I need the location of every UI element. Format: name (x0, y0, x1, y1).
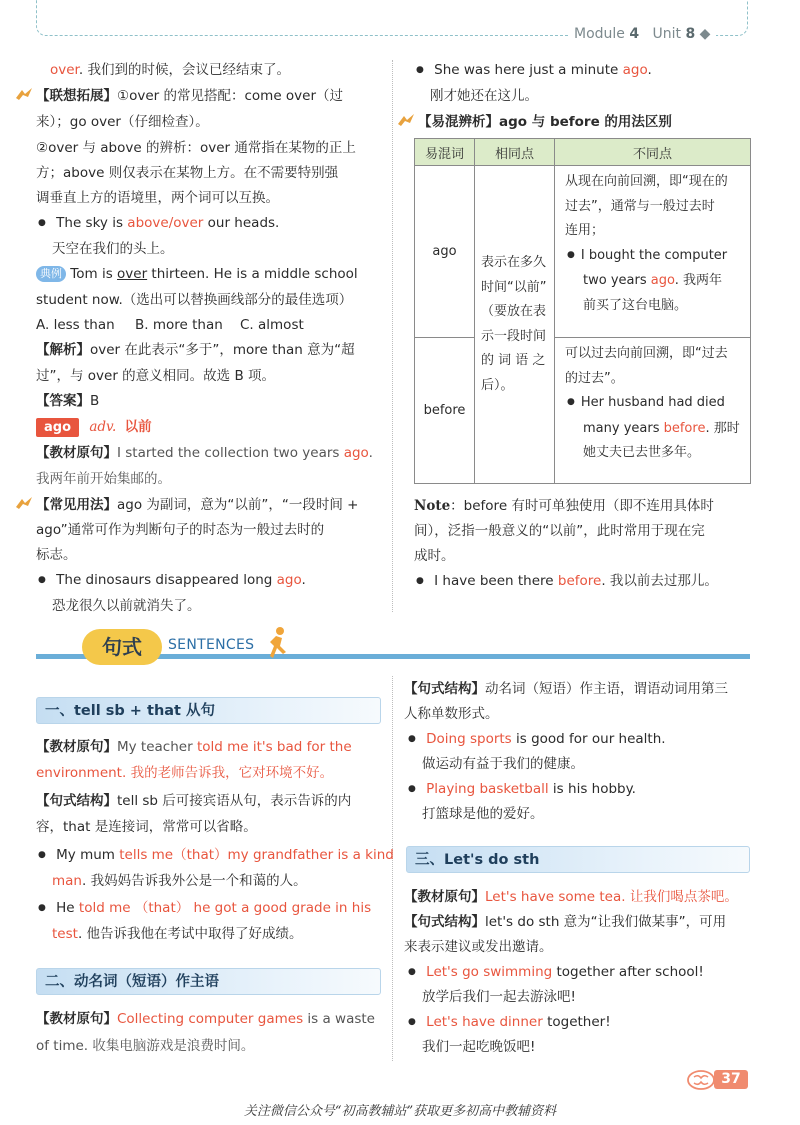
s3-orig: 【教材原句】Let's have some tea. 让我们喝点茶吧。 (404, 889, 738, 905)
s3-example-2-cn: 我们一起吃晚饭吧! (422, 1039, 536, 1055)
assoc-line-5: 调垂直上方的语境里，两个词可以互换。 (36, 190, 279, 206)
page-number-value: 37 (714, 1070, 748, 1089)
analysis-line-2: 过”，与 over 的意义相同。故选 B 项。 (36, 368, 276, 384)
section-1-title: 一、tell sb + that 从句 (36, 697, 381, 724)
footer-note: 关注微信公众号“初高教辅站”获取更多初高中教辅资料 (243, 1104, 557, 1119)
ago-before-table (414, 138, 751, 484)
note-example: ● I have been there before. 我以前去过那儿。 (416, 569, 718, 595)
s2-struct-line-1: 【句式结构】动名词（短语）作主语，谓语动词用第三 (404, 681, 728, 697)
table-cell-before-diff: 可以过去向前回溯，即“过去 的过去”。 ● Her husband had died many years before. 那时 她丈夫已去世多年。 (555, 338, 751, 484)
s3-example-1-cn: 放学后我们一起去游泳吧! (422, 989, 576, 1005)
s2-example-2-cn: 打篮球是他的爱好。 (422, 806, 544, 822)
bird-icon (14, 495, 36, 511)
above-over-example-cn: 天空在我们的头上。 (52, 241, 174, 257)
example-tag: 典例 (36, 266, 66, 282)
assoc-line-2: 来）；go over（仔细检查）。 (36, 114, 209, 130)
above-over-example: ● The sky is above/over our heads. (38, 211, 279, 237)
dinosaur-example-cn: 恐龙很久以前就消失了。 (52, 598, 201, 614)
sentences-badge: 句式 (82, 629, 162, 665)
s2-orig-line-2: of time. 收集电脑游戏是浪费时间。 (36, 1038, 255, 1054)
table-header: 不同点 (555, 139, 751, 166)
s1-example-1-line-2: man. 我妈妈告诉我外公是一个和蔼的人。 (52, 873, 307, 889)
table-header: 易混词 (415, 139, 475, 166)
dinosaur-example: ● The dinosaurs disappeared long ago. (38, 568, 306, 594)
s1-orig-line-1: 【教材原句】My teacher told me it's bad for the (36, 739, 352, 755)
brain-icon (686, 1069, 716, 1091)
option-a: A. less than (36, 317, 115, 333)
s2-orig-line-1: 【教材原句】Collecting computer games is a waste (36, 1011, 375, 1027)
confuse-title: 【易混辨析】ago 与 before 的用法区别 (396, 110, 672, 134)
s3-struct-line-1: 【句式结构】let's do sth 意为“让我们做某事”，可用 (404, 914, 727, 930)
s2-example-1-cn: 做运动有益于我们的健康。 (422, 756, 584, 772)
ago-usage-line-3: 标志。 (36, 547, 77, 563)
assoc-line-4: 方；above 则仅表示在某物上方。在不需要特别强 (36, 165, 339, 181)
option-b: B. more than (135, 317, 223, 333)
ago-usage-line-1: 【常见用法】ago 为副词，意为“以前”，“一段时间 + (14, 493, 358, 517)
section-3-title: 三、Let's do sth (406, 846, 750, 873)
column-divider-top (392, 60, 393, 612)
note-line-2: 间），泛指一般意义的“以前”，此时常用于现在完 (414, 523, 705, 539)
s2-struct-line-2: 人称单数形式。 (404, 706, 499, 722)
note-line-1: Note：before 有时可单独使用（即不连用具体时 (414, 498, 714, 514)
s3-example-2: ● Let's have dinner together! (408, 1010, 611, 1036)
s3-example-1: ● Let's go swimming together after school! (408, 960, 704, 986)
bird-icon (396, 112, 418, 128)
section-2-title: 二、动名词（短语）作主语 (36, 968, 381, 995)
assoc-line-3: ②over 与 above 的辨析：over 通常指在某物的正上 (36, 140, 356, 156)
s1-orig-line-2: environment. 我的老师告诉我，它对环境不好。 (36, 765, 334, 781)
ago-orig-sentence: 【教材原句】I started the collection two years ago. (36, 445, 373, 461)
s1-struct-line-1: 【句式结构】tell sb 后可接宾语从句，表示告诉的内 (36, 793, 352, 809)
module-unit-label: Module 4 Unit 8 ◆ (568, 26, 716, 42)
table-header: 相同点 (475, 139, 555, 166)
table-cell-before: before (415, 338, 475, 484)
page-number (686, 1067, 750, 1091)
s2-example-2: ● Playing basketball is his hobby. (408, 777, 636, 803)
runner-icon (264, 626, 290, 660)
ago-orig-cn: 我两年前开始集邮的。 (36, 471, 171, 487)
bird-icon (14, 86, 36, 102)
s3-struct-line-2: 来表示建议或发出邀请。 (404, 939, 553, 955)
s1-struct-line-2: 容，that 是连接词，常常可以省略。 (36, 819, 257, 835)
answer: 【答案】B (36, 393, 100, 409)
ago-entry-head: ago adv. 以前 (36, 415, 152, 439)
s1-example-2: ● He told me （that） he got a good grade in his (38, 896, 371, 922)
option-c: C. almost (240, 317, 304, 333)
table-cell-ago-diff: 从现在向前回溯，即“现在的 过去”，通常与一般过去时 连用； ● I bought the computer two years ago. 我两年 前买了这台电脑。 (555, 166, 751, 338)
ago-word-tag: ago (36, 418, 79, 437)
typical-example: 典例 Tom is over thirteen. He is a middle school (36, 262, 358, 286)
analysis-line-1: 【解析】over 在此表示“多于”，more than 意为“超 (36, 342, 355, 358)
note-line-3: 成时。 (414, 548, 455, 564)
table-cell-same: 表示在多久 时间“以前” （要放在表 示一段时间 的 词 语 之 后）。 (475, 166, 555, 484)
s2-example-1: ● Doing sports is good for our health. (408, 727, 666, 753)
minute-ago-example: ● She was here just a minute ago. (416, 58, 652, 84)
s1-example-2-line-2: test. 他告诉我他在考试中取得了好成绩。 (52, 926, 303, 942)
assoc-line-1: 【联想拓展】①over 的常见搭配：come over（过 (14, 84, 343, 108)
typical-example-line-2: student now.（选出可以替换画线部分的最佳选项） (36, 292, 353, 308)
s1-example-1: ● My mum tells me（that）my grandfather is a kind (38, 843, 394, 869)
over-example-tail: over. 我们到的时候，会议已经结束了。 (50, 62, 290, 78)
sentences-label: SENTENCES (168, 637, 255, 653)
table-cell-ago: ago (415, 166, 475, 338)
minute-ago-example-cn: 刚才她还在这儿。 (430, 88, 538, 104)
ago-usage-line-2: ago”通常可作为判断句子的时态为一般过去时的 (36, 522, 325, 538)
